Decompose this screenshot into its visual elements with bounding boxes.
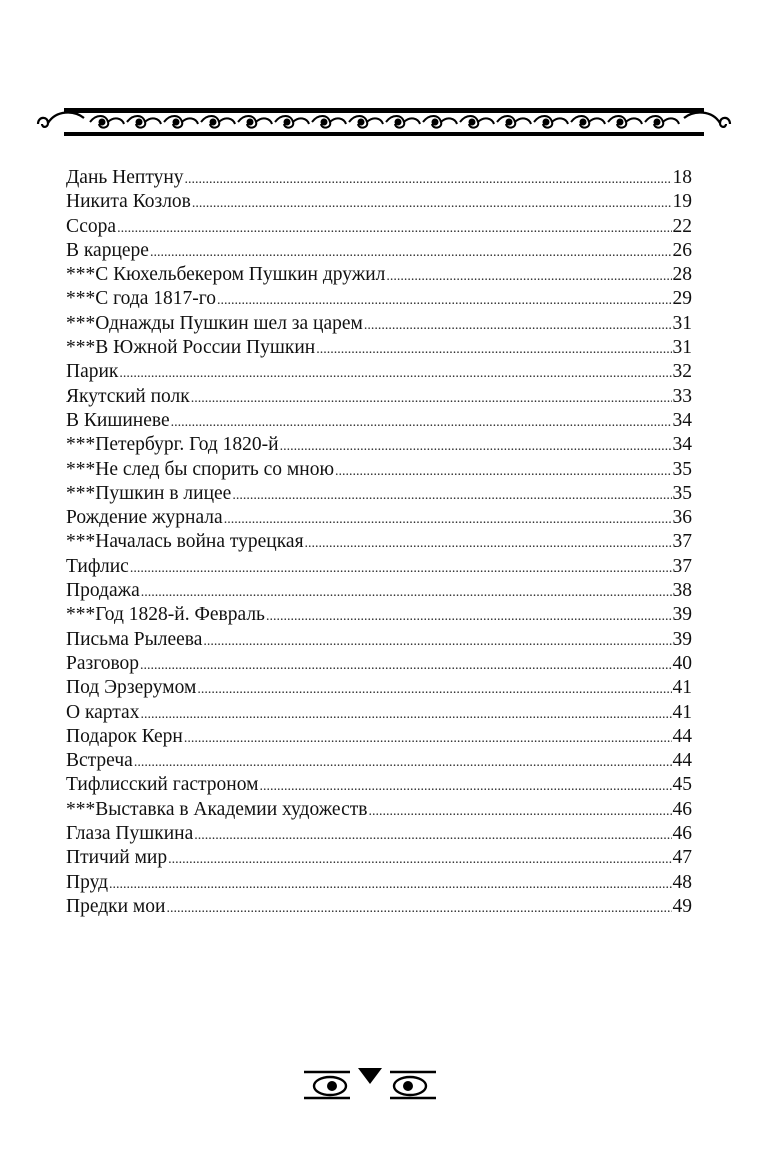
toc-entry <box>66 846 692 870</box>
toc-entry-title: Глаза Пушкина <box>66 823 194 845</box>
toc-entry <box>66 409 692 433</box>
toc-entry-page: 29 <box>672 288 692 310</box>
toc-entry-title: ***В Южной России Пушкин <box>66 337 316 359</box>
toc-entry <box>66 263 692 287</box>
toc-entry <box>66 871 692 895</box>
toc-entry-title: Пруд <box>66 871 109 893</box>
toc-entry-title: Предки мои <box>66 895 166 917</box>
toc-entry-title: Встреча <box>66 750 133 772</box>
toc-entry-page: 41 <box>672 701 692 723</box>
toc-dot-leader <box>140 654 671 678</box>
toc-entry <box>66 652 692 676</box>
toc-entry-page: 35 <box>672 482 692 504</box>
toc-entry-title: Тифлисский гастроном <box>66 774 259 796</box>
toc-dot-leader <box>192 192 672 216</box>
toc-entry <box>66 458 692 482</box>
toc-entry-title: Дань Нептуну <box>66 167 184 188</box>
toc-entry <box>66 725 692 749</box>
toc-dot-leader <box>150 241 672 265</box>
toc-entry <box>66 287 692 311</box>
toc-entry <box>66 336 692 360</box>
toc-entry <box>66 773 692 797</box>
bottom-ornament <box>300 1064 440 1104</box>
toc-dot-leader <box>109 873 671 897</box>
toc-entry-page: 48 <box>672 871 692 893</box>
toc-entry-title: Под Эрзерумом <box>66 677 197 699</box>
toc-dot-leader <box>168 848 671 872</box>
toc-entry-title: ***С Кюхельбекером Пушкин дружил <box>66 264 386 286</box>
toc-entry <box>66 822 692 846</box>
toc-entry-page: 34 <box>672 434 692 456</box>
toc-entry-title: Рождение журнала <box>66 507 223 529</box>
toc-dot-leader <box>266 605 672 629</box>
toc-entry <box>66 603 692 627</box>
toc-dot-leader <box>305 532 672 556</box>
toc-entry-page: 36 <box>672 507 692 529</box>
toc-dot-leader <box>171 411 672 435</box>
toc-entry-page: 41 <box>672 677 692 699</box>
toc-entry-page: 32 <box>672 361 692 383</box>
toc-dot-leader <box>119 362 671 386</box>
toc-entry-page: 49 <box>672 895 692 917</box>
toc-entry <box>66 190 692 214</box>
toc-dot-leader <box>141 581 672 605</box>
toc-entry-title: ***Выставка в Академии художеств <box>66 798 368 820</box>
toc-entry <box>66 482 692 506</box>
toc-entry-title: Птичий мир <box>66 847 168 869</box>
toc-entry-title: ***Однажды Пушкин шел за царем <box>66 312 363 334</box>
toc-entry-title: В Кишиневе <box>66 409 170 431</box>
top-ornament-border <box>34 94 734 142</box>
toc-entry <box>66 579 692 603</box>
toc-dot-leader <box>191 387 672 411</box>
toc-entry-title: ***Началась война турецкая <box>66 531 304 553</box>
toc-entry <box>66 555 692 579</box>
toc-entry <box>66 701 692 725</box>
toc-entry <box>66 530 692 554</box>
toc-entry-page: 37 <box>672 531 692 553</box>
toc-entry <box>66 166 692 190</box>
toc-entry-page: 19 <box>672 191 692 213</box>
toc-dot-leader <box>197 678 671 702</box>
toc-entry <box>66 215 692 239</box>
toc-dot-leader <box>185 168 672 192</box>
toc-entry-page: 35 <box>672 458 692 480</box>
toc-entry <box>66 239 692 263</box>
toc-entry-page: 44 <box>672 750 692 772</box>
toc-entry-title: Парик <box>66 361 119 383</box>
toc-entry <box>66 628 692 652</box>
toc-entry-title: ***С года 1817-го <box>66 288 217 310</box>
toc-entry <box>66 312 692 336</box>
toc-entry-title: ***Петербург. Год 1820-й <box>66 434 279 456</box>
toc-entry-title: О картах <box>66 701 140 723</box>
toc-dot-leader <box>386 265 671 289</box>
toc-entry-page: 44 <box>672 725 692 747</box>
toc-dot-leader <box>335 460 671 484</box>
toc-entry-page: 46 <box>672 798 692 820</box>
toc-entry <box>66 676 692 700</box>
toc-entry-title: Разговор <box>66 652 140 674</box>
toc-entry <box>66 895 692 919</box>
toc-dot-leader <box>364 314 672 338</box>
toc-entry-page: 39 <box>672 628 692 650</box>
toc-entry <box>66 506 692 530</box>
toc-dot-leader <box>140 703 671 727</box>
toc-entry <box>66 798 692 822</box>
toc-entry-title: Подарок Керн <box>66 725 183 747</box>
toc-entry <box>66 360 692 384</box>
toc-entry-title: ***Пушкин в лицее <box>66 482 232 504</box>
toc-dot-leader <box>316 338 671 362</box>
toc-entry-title: Ссора <box>66 215 117 237</box>
toc-entry-page: 47 <box>672 847 692 869</box>
toc-entry <box>66 749 692 773</box>
toc-entry-title: Никита Козлов <box>66 191 191 213</box>
toc-dot-leader <box>224 508 672 532</box>
toc-dot-leader <box>203 630 671 654</box>
toc-dot-leader <box>259 775 671 799</box>
toc-entry-title: ***Год 1828-й. Февраль <box>66 604 265 626</box>
toc-entry-page: 34 <box>672 409 692 431</box>
toc-entry-page: 37 <box>672 555 692 577</box>
toc-entry-title: В карцере <box>66 239 149 261</box>
toc-entry-page: 38 <box>672 580 692 602</box>
toc-dot-leader <box>217 289 671 313</box>
toc-entry-title: Письма Рылеева <box>66 628 203 650</box>
toc-entry-page: 31 <box>672 337 692 359</box>
toc-entry-title: Тифлис <box>66 555 129 577</box>
toc-entry-page: 18 <box>672 167 692 188</box>
toc-entry-page: 28 <box>672 264 692 286</box>
toc-dot-leader <box>232 484 671 508</box>
toc-entry-page: 33 <box>672 385 692 407</box>
toc-entry-page: 22 <box>672 215 692 237</box>
toc-entry-title: Якутский полк <box>66 385 190 407</box>
toc-dot-leader <box>280 435 672 459</box>
toc-entry-page: 40 <box>672 652 692 674</box>
toc-dot-leader <box>130 557 672 581</box>
table-of-contents <box>66 166 692 919</box>
toc-dot-leader <box>117 217 671 241</box>
toc-entry-title: ***Не след бы спорить со мною <box>66 458 335 480</box>
toc-dot-leader <box>134 751 672 775</box>
toc-entry-page: 31 <box>672 312 692 334</box>
toc-entry-page: 39 <box>672 604 692 626</box>
toc-entry <box>66 385 692 409</box>
toc-dot-leader <box>194 824 671 848</box>
toc-entry <box>66 433 692 457</box>
toc-dot-leader <box>368 800 671 824</box>
toc-dot-leader <box>184 727 672 751</box>
toc-entry-page: 45 <box>672 774 692 796</box>
toc-dot-leader <box>166 897 671 921</box>
toc-entry-title: Продажа <box>66 580 140 602</box>
toc-entry-page: 26 <box>672 239 692 261</box>
toc-entry-page: 46 <box>672 823 692 845</box>
